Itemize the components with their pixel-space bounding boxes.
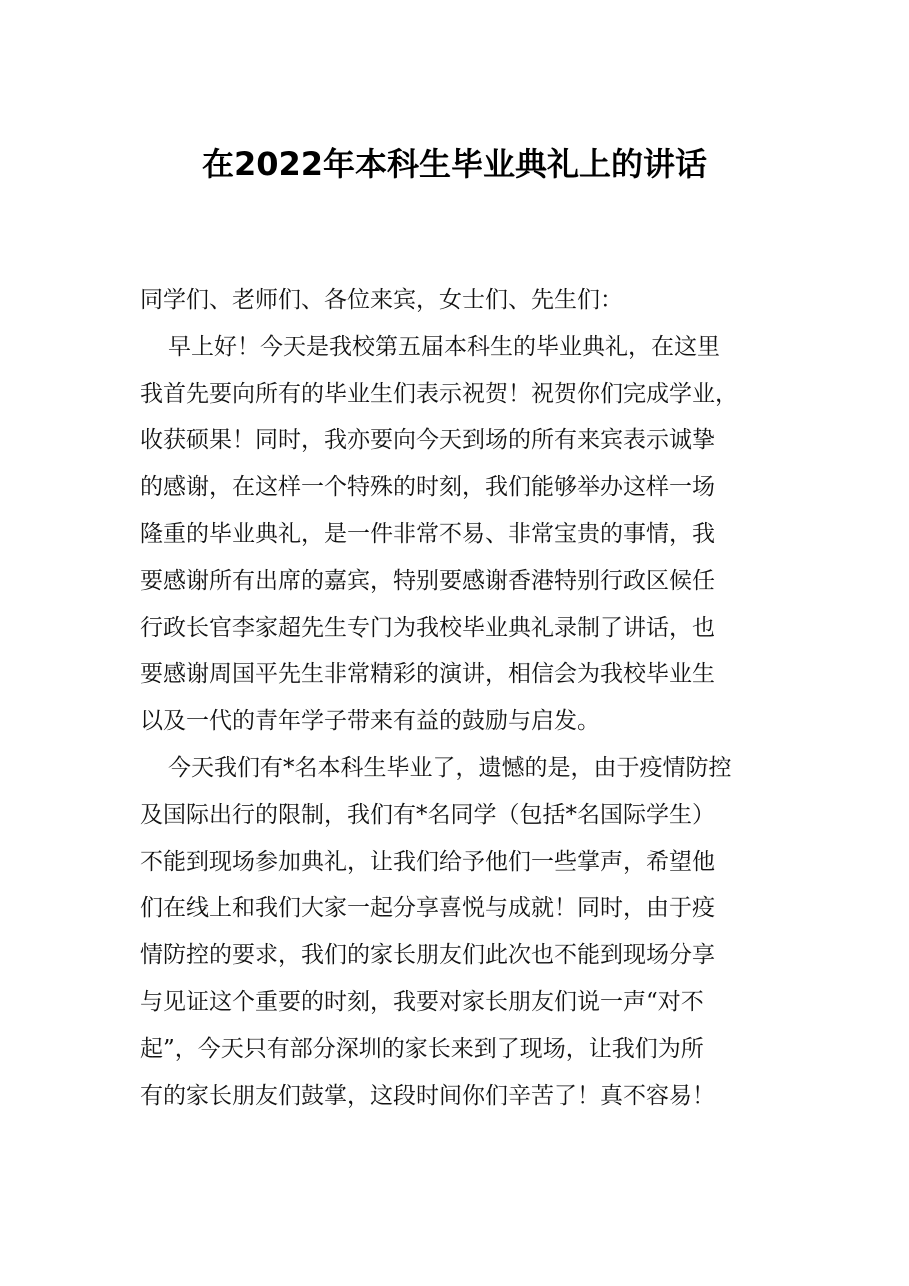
paragraph-1-line-5: 隆重的毕业典礼，是一件非常不易、非常宝贵的事情，我 xyxy=(140,520,715,547)
paragraph-2-line-8: 有的家长朋友们鼓掌，这段时间你们辛苦了！真不容易！ xyxy=(140,1082,715,1109)
paragraph-1-line-3: 收获硕果！同时，我亦要向今天到场的所有来宾表示诚挚 xyxy=(140,427,715,454)
paragraph-1-line-2: 我首先要向所有的毕业生们表示祝贺！祝贺你们完成学业， xyxy=(140,380,738,407)
paragraph-2-line-6: 与见证这个重要的时刻，我要对家长朋友们说一声“对不 xyxy=(140,988,704,1015)
paragraph-1-line-9: 以及一代的青年学子带来有益的鼓励与启发。 xyxy=(140,708,600,735)
paragraph-1-line-7: 行政长官李家超先生专门为我校毕业典礼录制了讲话，也 xyxy=(140,614,715,641)
paragraph-2-line-4: 们在线上和我们大家一起分享喜悦与成就！同时，由于疫 xyxy=(140,895,715,922)
paragraph-2-line-7: 起”，今天只有部分深圳的家长来到了现场，让我们为所 xyxy=(140,1035,704,1062)
paragraph-1-line-8: 要感谢周国平先生非常精彩的演讲，相信会为我校毕业生 xyxy=(140,661,715,688)
paragraph-2-line-1: 今天我们有*名本科生毕业了，遗憾的是，由于疫情防控 xyxy=(168,754,732,781)
paragraph-2-line-2: 及国际出行的限制，我们有*名同学（包括*名国际学生） xyxy=(140,801,715,828)
paragraph-1-line-6: 要感谢所有出席的嘉宾，特别要感谢香港特别行政区候任 xyxy=(140,567,715,594)
paragraph-1-line-1: 早上好！今天是我校第五届本科生的毕业典礼，在这里 xyxy=(168,333,720,360)
salutation-line: 同学们、老师们、各位来宾，女士们、先生们： xyxy=(140,287,623,313)
paragraph-2-line-5: 情防控的要求，我们的家长朋友们此次也不能到现场分享 xyxy=(140,942,715,969)
paragraph-1-line-4: 的感谢，在这样一个特殊的时刻，我们能够举办这样一场 xyxy=(140,474,715,501)
document-body xyxy=(140,277,760,1119)
paragraph-2-line-3: 不能到现场参加典礼，让我们给予他们一些掌声，希望他 xyxy=(140,848,715,875)
document-title: 在2022年本科生毕业典礼上的讲话 xyxy=(201,145,708,183)
